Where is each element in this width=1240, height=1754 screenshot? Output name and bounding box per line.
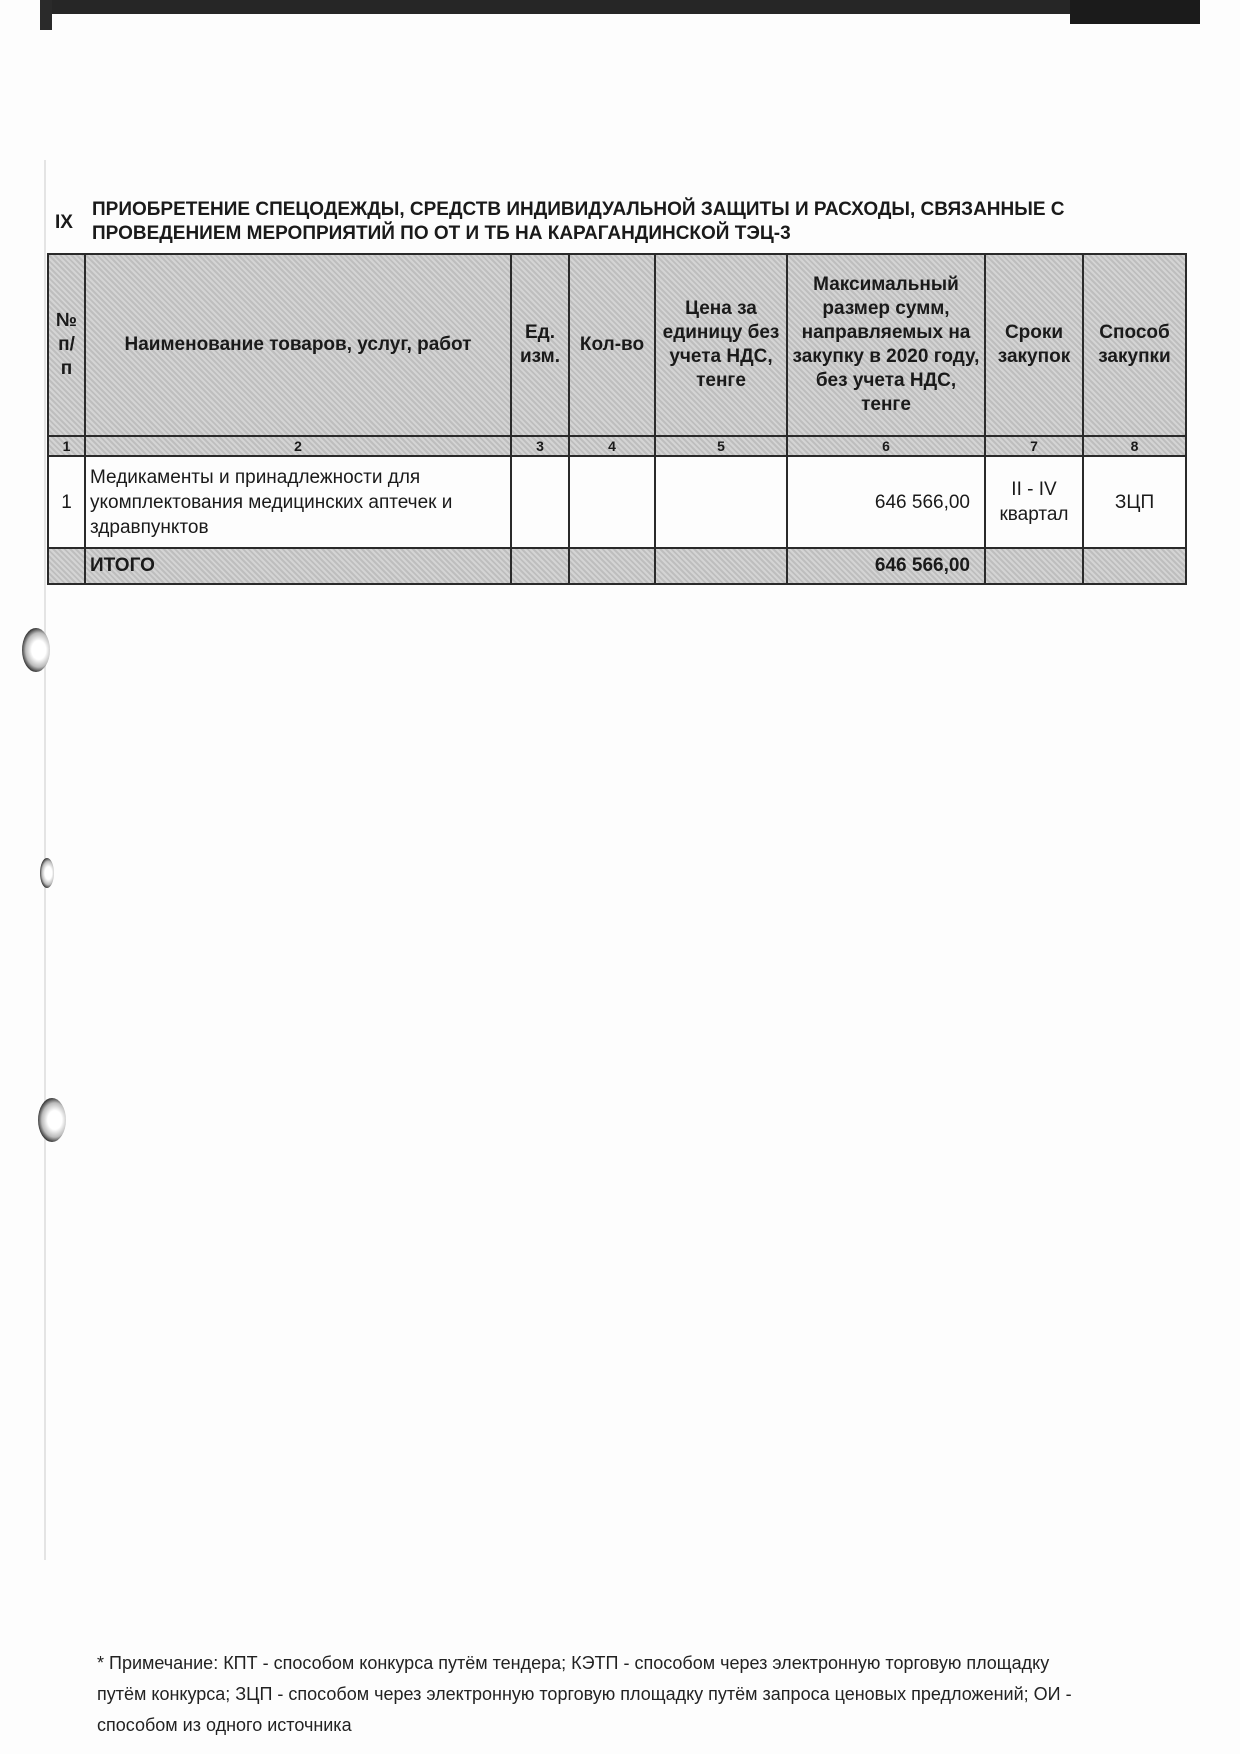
punch-hole-icon: [22, 628, 50, 672]
header-qty: Кол-во: [569, 254, 655, 436]
punch-hole-icon: [38, 1098, 66, 1142]
header-period: Сроки закупок: [985, 254, 1083, 436]
column-number: 3: [511, 436, 569, 456]
cell-name: Медикаменты и принадлежности для укомплектования медицинских аптечек и здравпунктов: [85, 456, 511, 548]
procurement-table: [47, 253, 1187, 585]
footnote: * Примечание: КПТ - способом конкурса путём тендера; КЭТП - способом через электронную торговую площадку путём конкурса; ЗЦП - способом через электронную торговую площадку путём запроса ценовых предложений; ОИ - способом из одного источника: [97, 1653, 1072, 1735]
column-number: 8: [1083, 436, 1186, 456]
header-num: № п/п: [48, 254, 85, 436]
cell-method: ЗЦП: [1083, 456, 1186, 548]
header-method: Способ закупки: [1083, 254, 1186, 436]
total-empty-cell: [569, 548, 655, 584]
column-number: 4: [569, 436, 655, 456]
section-title: ПРИОБРЕТЕНИЕ СПЕЦОДЕЖДЫ, СРЕДСТВ ИНДИВИДУАЛЬНОЙ ЗАЩИТЫ И РАСХОДЫ, СВЯЗАННЫЕ С ПРОВЕДЕНИЕМ МЕРОПРИЯТИЙ ПО ОТ И ТБ НА КАРАГАНДИНСКОЙ ТЭЦ-3: [92, 199, 1065, 244]
total-empty-cell: [985, 548, 1083, 584]
total-max-sum: 646 566,00: [787, 548, 985, 584]
total-empty-cell: [1083, 548, 1186, 584]
cell-price: [655, 456, 787, 548]
column-number: 7: [985, 436, 1083, 456]
header-max-sum: Максимальный размер сумм, направляемых на закупку в 2020 году, без учета НДС, тенге: [787, 254, 985, 436]
header-price: Цена за единицу без учета НДС, тенге: [655, 254, 787, 436]
cell-unit: [511, 456, 569, 548]
cell-period: II - IV квартал: [985, 456, 1083, 548]
cell-qty: [569, 456, 655, 548]
total-empty-cell: [655, 548, 787, 584]
column-number: 1: [48, 436, 85, 456]
total-row: [48, 548, 1186, 584]
punch-hole-icon: [40, 858, 54, 888]
total-empty-cell: [511, 548, 569, 584]
header-name: Наименование товаров, услуг, работ: [85, 254, 511, 436]
scan-top-right-edge: [1070, 0, 1200, 24]
scan-top-left-edge: [40, 0, 52, 30]
table-row: [48, 456, 1186, 548]
cell-max-sum: 646 566,00: [787, 456, 985, 548]
section-number: IX: [55, 212, 73, 233]
column-number: 6: [787, 436, 985, 456]
column-number: 5: [655, 436, 787, 456]
cell-num: 1: [48, 456, 85, 548]
scan-top-edge: [40, 0, 1200, 14]
header-unit: Ед. изм.: [511, 254, 569, 436]
total-empty-cell: [48, 548, 85, 584]
total-label: ИТОГО: [85, 548, 511, 584]
column-number: 2: [85, 436, 511, 456]
